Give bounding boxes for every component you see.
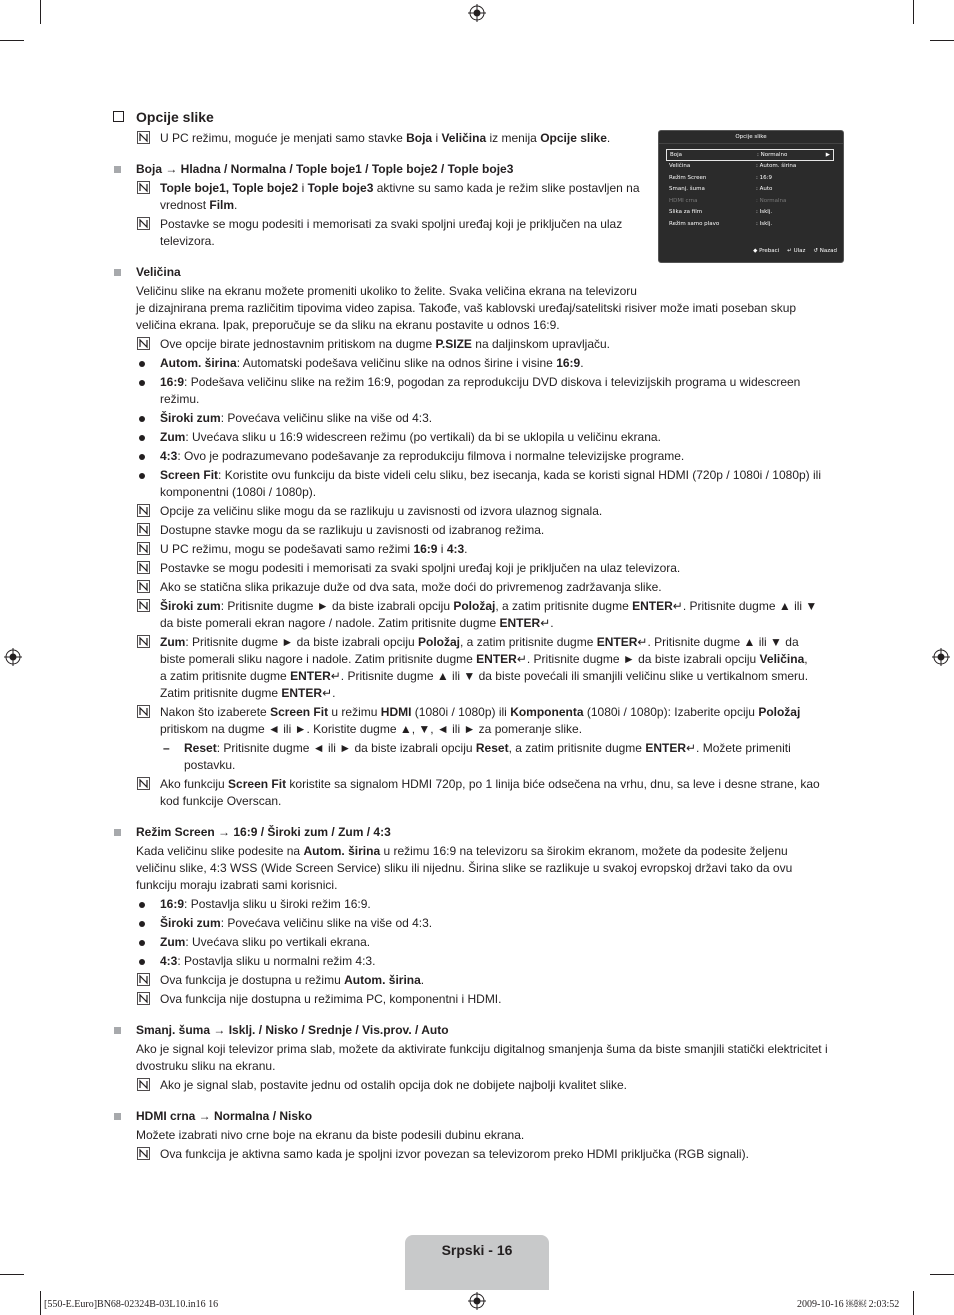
note-item: Ako je signal slab, postavite jednu od ostalih opcija dok ne dobijete najbolji kvalitet slike. <box>111 1077 846 1094</box>
subsection-heading: HDMI crna → Normalna / Nisko <box>111 1108 846 1125</box>
dash-item: – Reset: Pritisnite dugme ◄ ili ► da biste izabrali opciju Reset, a zatim pritisnite dugme ENTER↵. Možete primeniti postavku. <box>163 741 791 772</box>
osd-move-hint: ◆ Prebaci <box>753 246 779 258</box>
subsection-heading: Smanj. šuma → Isklj. / Nisko / Srednje / Vis.prov. / Auto <box>111 1022 846 1039</box>
osd-list <box>666 149 834 230</box>
bullet-icon <box>139 416 145 422</box>
osd-item-label: Veličina <box>669 163 691 169</box>
note-item: U PC režimu, mogu se podešavati samo režimi 16:9 i 4:3. <box>111 541 846 558</box>
osd-title: Opcije slike <box>659 131 843 144</box>
bullet-icon <box>139 435 145 441</box>
paragraph: Ako je signal koji televizor prima slab, možete da aktivirate funkciju digitalnog smanjenja šuma da biste smanjili statički elektricitet i dvostruku sliku na ekranu. <box>136 1042 828 1073</box>
bullet-item: Zum: Uvećava sliku u 16:9 widescreen režimu (po vertikali) da bi se uklopila u veličinu ekrana. <box>111 429 846 446</box>
note-item: Postavke se mogu podesiti i memorisati za svaki spoljni uređaj koji je priključen na ulaz televizora. <box>111 216 846 250</box>
subsection-heading: Veličina <box>111 264 846 281</box>
osd-item-value: : Auto <box>756 186 773 192</box>
note-item: Ova funkcija je aktivna samo kada je spoljni izvor povezan sa televizorom preko HDMI priključka (RGB signali). <box>111 1146 846 1163</box>
note-item: Opcije za veličinu slike mogu da se razlikuju u zavisnosti od izvora ulaznog signala. <box>111 503 846 520</box>
paragraph: Možete izabrati nivo crne boje na ekranu da biste podesili dubinu ekrana. <box>136 1128 525 1142</box>
osd-item-label: Režim samo plavo <box>669 220 720 227</box>
note-item: U PC režimu, moguće je menjati samo stavke Boja i Veličina iz menija Opcije slike. <box>111 130 846 147</box>
bullet-icon <box>139 361 145 367</box>
registration-mark-icon <box>932 648 950 666</box>
note-icon <box>137 599 150 612</box>
section-title <box>111 108 846 126</box>
spacer <box>111 1096 846 1102</box>
manual-rows <box>111 130 846 1163</box>
bullet-icon <box>139 473 145 479</box>
note-icon <box>137 705 150 718</box>
osd-item-value: : Normalno <box>757 152 788 158</box>
osd-item-value: : Isklj. <box>756 220 773 227</box>
square-bullet-icon <box>114 1027 121 1034</box>
note-icon <box>137 635 150 648</box>
note-item: Zum: Pritisnite dugme ► da biste izabrali opciju Položaj, a zatim pritisnite dugme ENTER↵. Pritisnite dugme ▲ ili ▼ da biste pomerali sliku nagore i nadole. Zatim pritisnite dugme ENTER↵. Pritisnite dugme ► da biste izabrali opciju Veličina, a zatim pritisnite dugme ENTER↵. Pritisnite dugme ▲ ili ▼ da biste povećali ili smanjili veličinu slike u vertikalnom smeru. Zatim pritisnite dugme ENTER↵. <box>111 634 846 702</box>
note-icon <box>137 504 150 517</box>
square-bullet-icon <box>114 829 121 836</box>
registration-mark-icon <box>468 1292 486 1310</box>
osd-item-label: Boja <box>670 152 683 158</box>
page-label: Srpski - 16 <box>441 1242 513 1258</box>
osd-item-value: : Isklj. <box>756 209 773 215</box>
crop-mark <box>0 40 24 41</box>
crop-mark <box>913 1291 914 1315</box>
bullet-icon <box>139 902 145 908</box>
bullet-item: 16:9: Postavlja sliku u široki režim 16:9. <box>111 896 846 913</box>
note-icon <box>137 337 150 350</box>
bullet-item: 4:3: Postavlja sliku u normalni režim 4:3. <box>111 953 846 970</box>
registration-mark-icon <box>4 648 22 666</box>
note-icon <box>137 217 150 230</box>
osd-enter-hint: ↵ Ulaz <box>787 246 805 258</box>
spacer <box>111 812 846 818</box>
crop-mark <box>0 1274 24 1275</box>
note-icon <box>137 542 150 555</box>
bullet-icon <box>139 959 145 965</box>
crop-mark <box>930 40 954 41</box>
osd-item-label: Režim Screen <box>669 174 707 181</box>
bullet-icon <box>139 380 145 386</box>
bullet-item: Široki zum: Povećava veličinu slike na više od 4:3. <box>111 410 846 427</box>
osd-menu-item[interactable] <box>666 196 834 208</box>
note-item: Široki zum: Pritisnite dugme ► da biste izabrali opciju Položaj, a zatim pritisnite dugme ENTER↵. Pritisnite dugme ▲ ili ▼ da biste pomerali ekran nagore / nadole. Zatim pritisnite dugme ENTER↵. <box>111 598 846 632</box>
dash-icon: – <box>163 741 170 755</box>
osd-item-label: Slika za film <box>669 209 703 215</box>
osd-item-value: : 16:9 <box>756 174 772 181</box>
bullet-item: Široki zum: Povećava veličinu slike na više od 4:3. <box>111 915 846 932</box>
bullet-item: Zum: Uvećava sliku po vertikali ekrana. <box>111 934 846 951</box>
osd-menu-item[interactable] <box>666 207 834 219</box>
crop-mark <box>40 0 41 24</box>
note-icon <box>137 1147 150 1160</box>
osd-menu <box>658 130 844 263</box>
note-item: Ako se statična slika prikazuje duže od dva sata, može doći do privremenog zadržavanja slike. <box>111 579 846 596</box>
osd-item-value: : Autom. širina <box>756 163 797 169</box>
bullet-item: Screen Fit: Koristite ovu funkciju da biste videli celu sliku, bez isecanja, kada se koristi signal HDMI (720p / 1080i / 1080p) ili komponentni (1080i / 1080p). <box>111 467 846 501</box>
bullet-icon <box>139 454 145 460</box>
return-icon: ↺ <box>813 247 819 254</box>
note-icon <box>137 523 150 536</box>
note-item: Ova funkcija nije dostupna u režimima PC, komponentni i HDMI. <box>111 991 846 1008</box>
note-item: Postavke se mogu podesiti i memorisati za svaki spoljni uređaj koji je priključen na ulaz televizora. <box>111 560 846 577</box>
manual-content <box>111 108 846 1165</box>
note-item: Ako funkciju Screen Fit koristite sa signalom HDMI 720p, po 1 linija biće odsečena na vrhu, dnu, sa leve i desne strane, kao kod funkcije Overscan. <box>111 776 846 810</box>
crop-mark <box>913 0 914 24</box>
registration-mark-icon <box>468 4 486 22</box>
page-number-tab <box>405 1235 549 1290</box>
footer-file-info: [550-E.Euro]BN68-02324B-03L10.in16 16 <box>44 1299 219 1310</box>
subsection-heading: Boja → Hladna / Normalna / Tople boje1 / Tople boje2 / Tople boje3 <box>111 161 846 178</box>
note-item: Ove opcije birate jednostavnim pritiskom na dugme P.SIZE na daljinskom upravljaču. <box>111 336 846 353</box>
note-icon <box>137 777 150 790</box>
updown-icon: ◆ <box>753 247 758 254</box>
bullet-item: 16:9: Podešava veličinu slike na režim 16:9, pogodan za reprodukciju DVD diskova i televizijskih programa u widescreen režimu. <box>111 374 846 408</box>
enter-icon: ↵ <box>787 247 792 254</box>
footer-timestamp: 2009-10-16 ￼￼ 2:03:52 <box>797 1299 900 1310</box>
bullet-icon <box>139 940 145 946</box>
osd-menu-item[interactable] <box>666 173 834 185</box>
bullet-icon <box>139 921 145 927</box>
spacer <box>111 1010 846 1016</box>
note-item: Nakon što izaberete Screen Fit u režimu HDMI (1080i / 1080p) ili Komponenta (1080i / 1080p): Izaberite opciju Položaj pritiskom na dugme ◄ ili ►. Koristite dugme ▲, ▼, ◄ ili ► za pomeranje slike. <box>111 704 846 738</box>
note-item: Dostupne stavke mogu da se razlikuju u zavisnosti od izabranog režima. <box>111 522 846 539</box>
osd-footer <box>753 246 837 258</box>
osd-item-label: Smanj. šuma <box>669 186 705 192</box>
bullet-item: 4:3: Ovo je podrazumevano podešavanje za reprodukciju filmova i normalne televizijske programe. <box>111 448 846 465</box>
arrow-right-icon: ▶ <box>825 152 830 158</box>
crop-mark <box>40 1291 41 1315</box>
note-icon <box>137 992 150 1005</box>
section-title-text: Opcije slike <box>136 109 214 125</box>
note-icon <box>137 181 150 194</box>
checkbox-icon <box>113 111 124 122</box>
note-icon <box>137 1078 150 1091</box>
paragraph: Kada veličinu slike podesite na Autom. širina u režimu 16:9 na televizoru sa širokim ekranom, možete da podesite željenu veličinu slike, 4:3 WSS (Wide Screen Service) sliku ili nijednu. Širina slike se razlikuje u svakoj evropskoj državi tako da ovu funkciju moraju izabrati sami korisnici. <box>136 844 793 892</box>
paragraph: Veličinu slike na ekranu možete promeniti ukoliko to želite. Svaka veličina ekrana na televizoru je dizajnirana prema različitim tipovima video zapisa. Takođe, vaš kablovski uređaj/satelitski risiver može imati poseban skup veličina ekrana. Ipak, preporučuje se da sliku na ekranu postavite u odnos 16:9. <box>136 284 797 332</box>
square-bullet-icon <box>114 1113 121 1120</box>
note-item: Tople boje1, Tople boje2 i Tople boje3 aktivne su samo kada je režim slike postavljen na vrednost Film. <box>111 180 846 214</box>
square-bullet-icon <box>114 269 121 276</box>
crop-mark <box>930 1274 954 1275</box>
note-icon <box>137 131 150 144</box>
osd-menu-item[interactable] <box>666 219 834 231</box>
subsection-heading: Režim Screen → 16:9 / Široki zum / Zum / 4:3 <box>111 824 846 841</box>
note-icon <box>137 580 150 593</box>
osd-item-value: : Normalna <box>756 197 787 204</box>
note-item: Ova funkcija je dostupna u režimu Autom. širina. <box>111 972 846 989</box>
osd-back-hint: ↺ Nazad <box>813 246 837 258</box>
note-icon <box>137 973 150 986</box>
note-icon <box>137 561 150 574</box>
osd-menu-item[interactable] <box>666 149 834 161</box>
osd-menu-item[interactable] <box>666 184 834 196</box>
osd-menu-item[interactable] <box>666 161 834 173</box>
bullet-item: Autom. širina: Automatski podešava veličinu slike na odnos širine i visine 16:9. <box>111 355 846 372</box>
square-bullet-icon <box>114 166 121 173</box>
osd-item-label: HDMI crna <box>669 197 698 204</box>
